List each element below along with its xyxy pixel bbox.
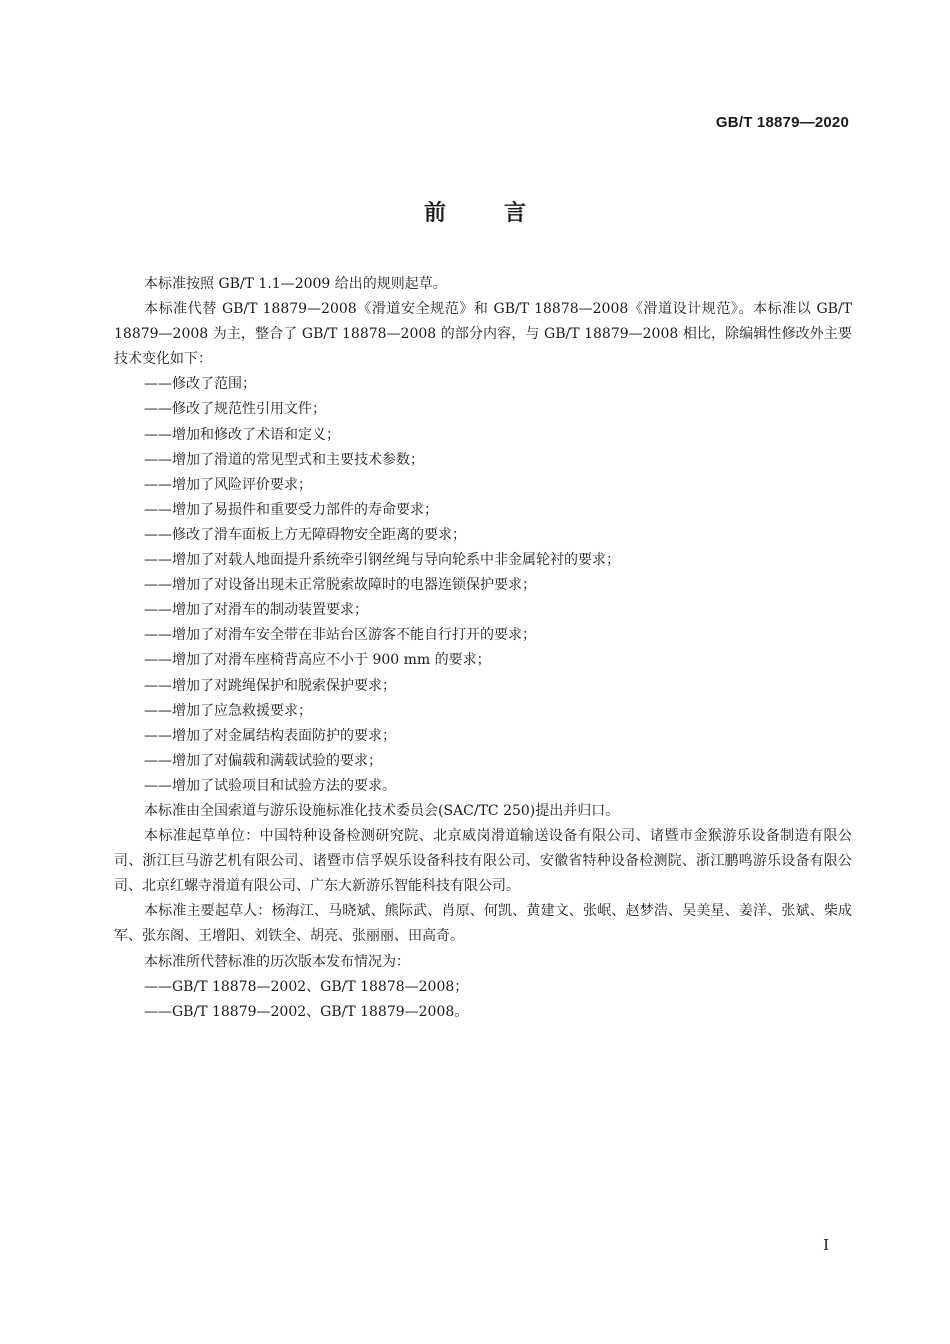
paragraph-history-intro: 本标准所代替标准的历次版本发布情况为： [144,953,410,970]
paragraph-drafting-rules: 本标准按照 GB/T 1.1—2009 给出的规则起草。 [144,276,447,292]
change-item: ——修改了规范性引用文件； [144,401,326,418]
change-item: ——增加和修改了术语和定义； [144,426,340,443]
page-title: 前言 [423,201,584,226]
history-item: ——GB/T 18878—2002、GB/T 18878—2008； [144,978,469,995]
change-item: ——增加了对滑车的制动装置要求； [144,602,368,619]
change-item: ——增加了易损件和重要受力部件的寿命要求； [144,501,438,518]
paragraph-drafters: 本标准主要起草人：杨海江、马晓斌、熊际武、肖原、何凯、黄建文、张岷、赵梦浩、吴美星、姜洋、张斌、柴成军、张东阁、王增阳、刘铁全、胡亮、张丽丽、田高奇。 [114,903,852,945]
change-item: ——增加了对跳绳保护和脱索保护要求； [144,677,396,694]
standard-code: GB/T 18879—2020 [715,114,849,131]
change-item: ——增加了对滑车座椅背高应不小于 900 mm 的要求； [144,652,491,669]
change-item: ——增加了对滑车安全带在非站台区游客不能自行打开的要求； [144,627,536,644]
document-body [114,272,852,1025]
history-list [114,975,852,1025]
change-item: ——增加了对载人地面提升系统牵引钢丝绳与导向轮系中非金属轮衬的要求； [144,552,620,569]
change-item: ——增加了应急救援要求； [144,702,312,719]
change-item: ——修改了滑车面板上方无障碍物安全距离的要求； [144,526,466,543]
change-item: ——增加了对偏载和满载试验的要求； [144,752,382,769]
paragraph-proposer: 本标准由全国索道与游乐设施标准化技术委员会(SAC/TC 250)提出并归口。 [144,802,620,819]
change-item: ——增加了滑道的常见型式和主要技术参数； [144,451,424,468]
history-item: ——GB/T 18879—2002、GB/T 18879—2008。 [144,1003,469,1020]
changes-list [114,372,852,799]
paragraph-replacement: 本标准代替 GB/T 18879—2008《滑道安全规范》和 GB/T 18878—2008《滑道设计规范》。本标准以 GB/T 18879—2008 为主，整合了 GB/T 18878—2008 的部分内容，与 GB/T 18879—2008 相比，除编辑性修改外主要技术变化如下： [114,301,852,368]
page-number: I [823,1236,829,1254]
change-item: ——增加了对设备出现未正常脱索故障时的电器连锁保护要求； [144,577,536,594]
change-item: ——修改了范围； [144,376,256,393]
change-item: ——增加了风险评价要求； [144,476,312,493]
change-item: ——增加了对金属结构表面防护的要求； [144,727,396,744]
paragraph-drafting-units: 本标准起草单位：中国特种设备检测研究院、北京威岗滑道输送设备有限公司、诸暨市金猴游乐设备制造有限公司、浙江巨马游艺机有限公司、诸暨市信孚娱乐设备科技有限公司、安徽省特种设备检测院、浙江鹏鸣游乐设备有限公司、北京红螺寺滑道有限公司、广东大新游乐智能科技有限公司。 [114,828,852,895]
change-item: ——增加了试验项目和试验方法的要求。 [144,777,396,794]
